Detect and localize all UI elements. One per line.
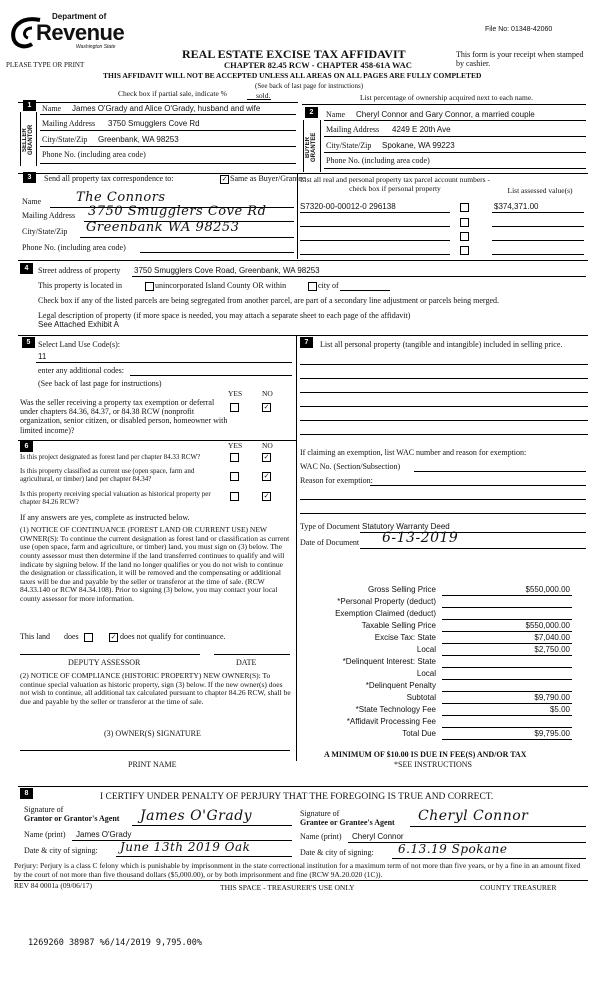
land-use-code: 11 <box>38 352 47 361</box>
grantee-date-value: 6.13.19 Spokane <box>398 842 508 856</box>
s6-q3-no[interactable]: ✓ <box>263 492 270 500</box>
s5-yes-checkbox[interactable] <box>230 403 239 412</box>
land-use-see-back: (See back of last page for instructions) <box>38 379 162 388</box>
fee-row-label: Local <box>416 645 436 654</box>
fee-row-line <box>442 739 572 740</box>
notice-continuance: (1) NOTICE OF CONTINUANCE (FOREST LAND OR CURRENT USE) NEW OWNER(S): To continue the current designation as forest land or classification as current use (open space, farm and agriculture, or timber) land, you must sign on (3) below. The county assessor must then determine if the land transferred continues to qualify and will indicate by signing below. If the land no longer qualifies or you do not wish to continue the designation or classification, it will be removed and the compensating or additional taxes will be due and payable by the seller or transferor at the time of sale. (RCW 84.33.140 or RCW 84.34.108). Prior to signing (3) below, you may contact your local county assessor for more information. <box>20 525 290 603</box>
fee-row-line <box>442 655 572 656</box>
section-6-number: 6 <box>20 441 33 452</box>
buyer-mail-value: 4249 E 20th Ave <box>392 125 451 134</box>
street-address-label: Street address of property <box>38 266 121 275</box>
fee-row-label: Subtotal <box>406 693 436 702</box>
seller-city-label: City/State/Zip <box>42 135 88 144</box>
corr-name-value: The Connors <box>76 190 166 205</box>
section-1-number: 1 <box>23 100 36 111</box>
corr-name-label: Name <box>22 197 42 206</box>
print-name-label: PRINT NAME <box>128 760 177 769</box>
fee-row-line <box>442 679 572 680</box>
unincorporated-checkbox[interactable] <box>145 282 154 291</box>
s5-no-checkbox[interactable]: ✓ <box>263 403 270 411</box>
buyer-grantee-label: BUYER GRANTEE <box>305 132 317 162</box>
section-2-number: 2 <box>305 107 318 118</box>
s6-yes-header: YES <box>228 441 243 450</box>
corr-mail-label: Mailing Address <box>22 211 76 220</box>
see-instructions: *SEE INSTRUCTIONS <box>394 760 473 769</box>
dept-line1: Department of <box>52 12 107 21</box>
s5-no-header: NO <box>262 389 273 398</box>
treasurer-space: THIS SPACE - TREASURER'S USE ONLY <box>220 883 355 892</box>
personal-property-checkbox-3[interactable] <box>460 232 469 241</box>
fee-row-line <box>442 595 572 596</box>
parcel-header: List all real and personal property tax parcel account numbers - check box if personal property <box>300 175 490 193</box>
personal-property-checkbox-2[interactable] <box>460 218 469 227</box>
legal-desc-label: Legal description of property (if more space is needed, you may attach a separate sheet to each page of the affidavit) <box>38 311 411 320</box>
grantor-date-value: June 13th 2019 Oak <box>120 840 251 854</box>
seller-name-label: Name <box>42 104 62 113</box>
segregated-label: Check box if any of the listed parcels are being segregated from another parcel, are part of a secondary line adjustment or parcels being merged. <box>38 296 499 305</box>
fee-row-value: $9,795.00 <box>534 729 570 738</box>
owner-signature-label: (3) OWNER(S) SIGNATURE <box>104 729 201 738</box>
fee-row-value: $550,000.00 <box>525 621 570 630</box>
send-correspondence-label: Send all property tax correspondence to: <box>44 174 174 183</box>
s5-yes-header: YES <box>228 389 243 398</box>
fee-row-label: Gross Selling Price <box>367 585 436 594</box>
same-as-buyer-label: Same as Buyer/Grantee <box>230 174 306 183</box>
doc-type-value: Statutory Warranty Deed <box>362 522 450 531</box>
fee-row-label: Total Due <box>402 729 436 738</box>
file-number: File No: 01348-42060 <box>485 26 553 33</box>
buyer-name-label: Name <box>326 110 346 119</box>
doc-type-label: Type of Document <box>300 522 360 531</box>
s6-q2: Is this property classified as current use (open space, farm and agricultural, or timber) land per chapter 84.34? <box>20 467 195 484</box>
cashier-stamp: 1269260 38987 %6/14/2019 9,795.00% <box>28 938 202 948</box>
seller-mail-value: 3750 Smugglers Cove Rd <box>108 119 200 128</box>
fee-row-value: $550,000.00 <box>525 585 570 594</box>
grantor-sig-of: Signature of <box>24 805 64 814</box>
seller-city-value: Greenbank, WA 98253 <box>98 135 179 144</box>
section-3-number: 3 <box>23 172 36 183</box>
receipt-note: This form is your receipt when stamped by cashier. <box>456 50 584 69</box>
fee-row-line <box>442 607 572 608</box>
s6-q3-yes[interactable] <box>230 492 239 501</box>
fee-row-value: $5.00 <box>549 705 570 714</box>
s6-q2-yes[interactable] <box>230 472 239 481</box>
deputy-assessor-label: DEPUTY ASSESSOR <box>68 658 141 667</box>
additional-codes-label: enter any additional codes: <box>38 366 124 375</box>
grantee-name-value: Cheryl Connor <box>352 832 404 841</box>
grantor-name-label: Name (print) <box>24 830 66 839</box>
buyer-mail-label: Mailing Address <box>326 125 380 134</box>
section-5-number: 5 <box>22 337 35 348</box>
form-title: REAL ESTATE EXCISE TAX AFFIDAVIT <box>182 47 406 61</box>
deputy-date-label: DATE <box>236 658 257 667</box>
fee-row-line <box>442 643 572 644</box>
form-subtitle: CHAPTER 82.45 RCW - CHAPTER 458-61A WAC <box>224 60 412 70</box>
seller-mail-label: Mailing Address <box>42 119 96 128</box>
fee-row-label: Excise Tax: State <box>374 633 436 642</box>
this-land-label: This land <box>20 632 50 641</box>
same-as-buyer-checkbox[interactable]: ✓ <box>221 175 228 183</box>
fee-row-line <box>442 667 572 668</box>
unincorporated-label: unincorporated Island County OR within <box>155 281 287 290</box>
fee-row-line <box>442 619 572 620</box>
fee-row-line <box>442 727 572 728</box>
fee-row-label: *State Technology Fee <box>355 705 436 714</box>
county-treasurer: COUNTY TREASURER <box>480 883 557 892</box>
corr-city-label: City/State/Zip <box>22 227 68 236</box>
personal-property-checkbox-4[interactable] <box>460 246 469 255</box>
see-back: (See back of last page for instructions) <box>255 82 364 90</box>
grantor-signature: James O'Grady <box>140 808 253 824</box>
please-type: PLEASE TYPE OR PRINT <box>6 61 85 69</box>
assessed-header: List assessed value(s) <box>507 186 573 195</box>
doc-date-value: 6-13-2019 <box>382 530 459 546</box>
fee-row-label: Local <box>416 669 436 678</box>
wac-label: WAC No. (Section/Subsection) <box>300 462 401 471</box>
seller-phone-label: Phone No. (including area code) <box>42 150 146 159</box>
grantor-date-label: Date & city of signing: <box>24 846 98 855</box>
fee-row-line <box>442 703 572 704</box>
perjury-notice: Perjury: Perjury is a class C felony which is punishable by imprisonment in the state correctional institution for a maximum term of not more than five years, or by a fine in an amount fixed by the court of not more than five thousand dollars ($5,000.00), or by both imprisonment and fine (RCW 9A.20.020 (1C)). <box>14 861 581 879</box>
fee-row-line <box>442 691 572 692</box>
does-not-label: does not qualify for continuance. <box>120 632 226 641</box>
s6-q2-no[interactable]: ✓ <box>263 472 270 480</box>
fee-row-line <box>442 631 572 632</box>
ownership-note: List percentage of ownership acquired next to each name. <box>360 93 534 102</box>
form-revision: REV 84 0001a (09/06/17) <box>14 881 92 890</box>
dor-logo <box>6 10 128 56</box>
section-7-number: 7 <box>300 337 313 348</box>
s6-q1: Is this project designated as forest land per chapter 84.33 RCW? <box>20 453 201 461</box>
s6-q3: Is this property receiving special valuation as historical property per chapter 84.26 RCW? <box>20 490 211 507</box>
grantor-agent-label: Grantor or Grantor's Agent <box>24 814 120 823</box>
exemption-claim-label: If claiming an exemption, list WAC number and reason for exemption: <box>300 448 527 457</box>
buyer-city-value: Spokane, WA 99223 <box>382 141 455 150</box>
minimum-due: A MINIMUM OF $10.00 IS DUE IN FEE(S) AND/OR TAX <box>324 750 527 759</box>
street-address-value: 3750 Smugglers Cove Road, Greenbank, WA 98253 <box>134 266 320 275</box>
fee-row-label: *Affidavit Processing Fee <box>346 717 436 726</box>
located-label: This property is located in <box>38 281 122 290</box>
grantee-agent-label: Grantee or Grantee's Agent <box>300 818 395 827</box>
does-label: does <box>64 632 79 641</box>
grantee-date-label: Date & city of signing: <box>300 848 374 857</box>
partial-sale-label: Check box if partial sale, indicate % <box>118 89 227 98</box>
section-8-number: 8 <box>20 788 33 799</box>
buyer-city-label: City/State/Zip <box>326 141 372 150</box>
fee-row-label: *Personal Property (deduct) <box>337 597 436 606</box>
fee-row-label: *Delinquent Interest: State <box>342 657 436 666</box>
section-4-number: 4 <box>20 263 33 274</box>
buyer-name-value: Cheryl Connor and Gary Connor, a married couple <box>356 110 535 119</box>
grantee-signature: Cheryl Connor <box>418 808 529 824</box>
legal-desc-value: See Attached Exhibit A <box>38 320 119 329</box>
doc-date-label: Date of Document <box>300 538 360 547</box>
fee-row-label: *Delinquent Penalty <box>365 681 436 690</box>
fee-row-value: $7,040.00 <box>534 633 570 642</box>
s6-q1-no[interactable]: ✓ <box>263 453 270 461</box>
city-of-label: city of <box>318 281 339 290</box>
seller-name-value: James O'Grady and Alice O'Grady, husband and wife <box>72 104 261 113</box>
city-of-checkbox[interactable] <box>308 282 317 291</box>
fee-row-label: Exemption Claimed (deduct) <box>335 609 436 618</box>
grantee-sig-of: Signature of <box>300 809 340 818</box>
dept-state: Washington State <box>76 44 116 50</box>
s6-if-yes: If any answers are yes, complete as instructed below. <box>20 513 190 522</box>
buyer-phone-label: Phone No. (including area code) <box>326 156 430 165</box>
seller-grantor-label: SELLER GRANTOR <box>22 124 34 156</box>
corr-city-value: Greenbank WA 98253 <box>86 220 240 235</box>
s6-q1-yes[interactable] <box>230 453 239 462</box>
fee-row-value: $9,790.00 <box>534 693 570 702</box>
personal-property-checkbox-1[interactable] <box>460 203 469 212</box>
parcel-value: S7320-00-00012-0 296138 <box>300 202 396 211</box>
grantee-name-label: Name (print) <box>300 832 342 841</box>
certify-statement: I CERTIFY UNDER PENALTY OF PERJURY THAT THE FOREGOING IS TRUE AND CORRECT. <box>100 792 494 802</box>
sold-label: sold. <box>256 91 271 100</box>
grantor-name-value: James O'Grady <box>76 830 132 839</box>
corr-phone-label: Phone No. (including area code) <box>22 243 126 252</box>
s6-no-header: NO <box>262 441 273 450</box>
does-checkbox[interactable] <box>84 633 93 642</box>
corr-mail-value: 3750 Smugglers Cove Rd <box>88 204 267 219</box>
land-use-label: Select Land Use Code(s): <box>38 340 120 349</box>
assessed-value: $374,371.00 <box>494 202 539 211</box>
dept-logo-text: Revenue <box>36 20 125 45</box>
fee-row-value: $2,750.00 <box>534 645 570 654</box>
fee-row-line <box>442 715 572 716</box>
exemption-question: Was the seller receiving a property tax exemption or deferral under chapters 84.36, 84.37, or 84.38 RCW (nonprofit organization, senior citizen, or disabled person, homeowner with limited income)? <box>20 398 228 435</box>
exemption-reason-label: Reason for exemption: <box>300 476 373 485</box>
form-warning: THIS AFFIDAVIT WILL NOT BE ACCEPTED UNLESS ALL AREAS ON ALL PAGES ARE FULLY COMPLETED <box>103 71 482 80</box>
personal-property-label: List all personal property (tangible and intangible) included in selling price. <box>320 340 563 349</box>
notice-compliance: (2) NOTICE OF COMPLIANCE (HISTORIC PROPERTY) NEW OWNER(S): To continue special valuation as historic property, sign (3) below. If the new owner(s) does not wish to continue, all additional tax calculated pursuant to chapter 84.26 RCW, shall be due and payable by the seller or transferor at the time of sale. <box>20 671 291 706</box>
does-not-checkbox[interactable]: ✓ <box>110 633 117 641</box>
fee-row-label: Taxable Selling Price <box>361 621 436 630</box>
